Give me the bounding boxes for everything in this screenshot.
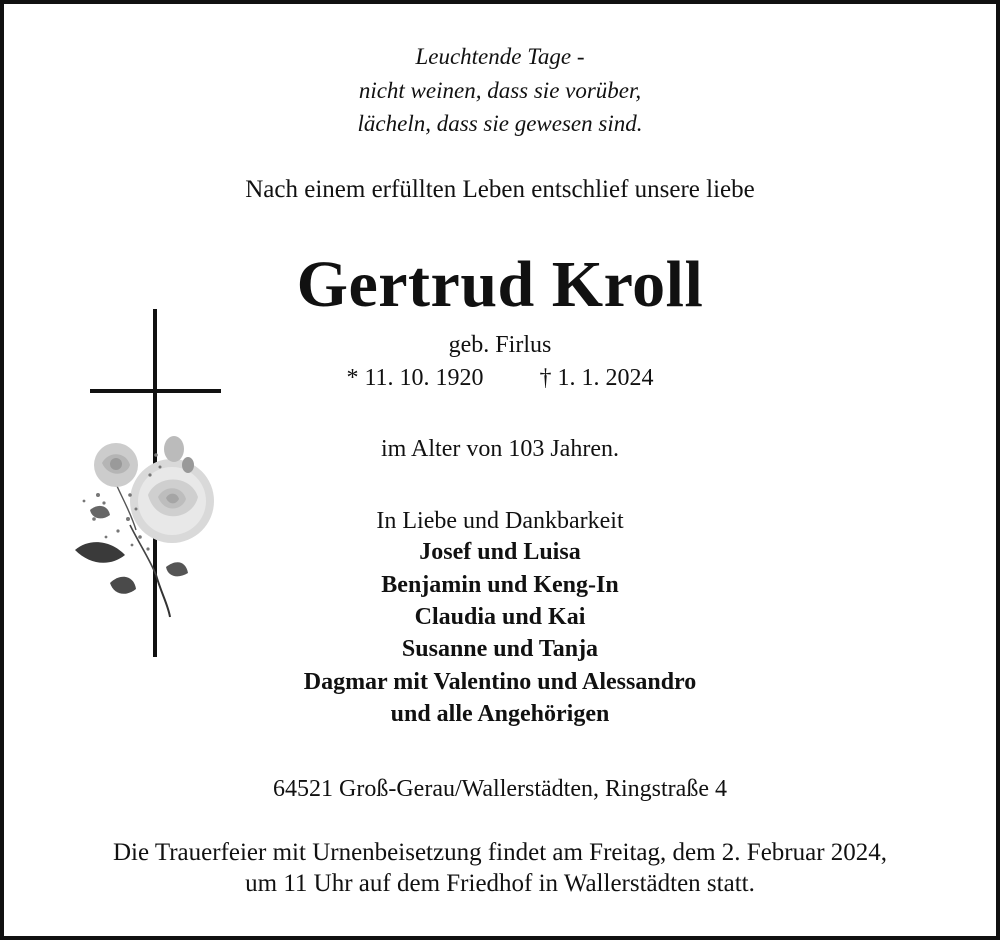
mourner-name: Claudia und Kai <box>414 604 586 630</box>
mourner-name: Josef und Luisa <box>419 539 581 565</box>
poem-line-2: nicht weinen, dass sie vorüber, <box>358 78 642 103</box>
address-text: 64521 Groß-Gerau/Wallerstädten, Ringstraße 4 <box>273 776 727 802</box>
funeral-info-line-1: Die Trauerfeier mit Urnenbeisetzung findet am Freitag, dem 2. Februar 2024, <box>112 839 888 866</box>
cross-with-rose-icon <box>70 305 230 665</box>
mourner-name: Dagmar mit Valentino und Alessandro <box>303 669 697 695</box>
mourners-intro: In Liebe und Dankbarkeit <box>376 508 624 534</box>
intro-text: Nach einem erfüllten Leben entschlief unsere liebe <box>245 176 755 203</box>
poem-line-3: lächeln, dass sie gewesen sind. <box>357 111 643 136</box>
birth-date: * 11. 10. 1920 <box>346 365 484 391</box>
mourner-name: und alle Angehörigen <box>390 701 610 727</box>
mourner-name: Benjamin und Keng-In <box>381 572 619 598</box>
death-date: † 1. 1. 2024 <box>539 365 654 391</box>
deceased-name: Gertrud Kroll <box>296 248 704 321</box>
funeral-info-line-2: um 11 Uhr auf dem Friedhof in Wallerstädten statt. <box>245 870 755 897</box>
poem-line-1: Leuchtende Tage - <box>415 44 585 69</box>
age-text: im Alter von 103 Jahren. <box>381 436 619 462</box>
maiden-name: geb. Firlus <box>448 332 552 358</box>
mourner-name: Susanne und Tanja <box>401 636 599 662</box>
